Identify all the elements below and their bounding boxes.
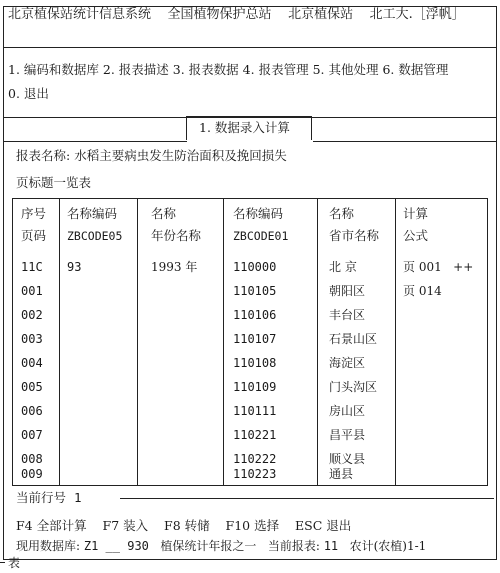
menu-item-manage[interactable]: 4. 报表管理 (242, 62, 309, 77)
cell-region: 北 京 (329, 260, 357, 274)
cell-code01: 110105 (233, 284, 277, 298)
cell-region: 昌平县 (329, 428, 366, 442)
function-key-bar (16, 518, 351, 534)
title-bar (8, 7, 465, 23)
cell-formula: 页 001 ++ (403, 260, 474, 274)
separator-tab-left (4, 141, 187, 142)
column-header-seq: 序号 (21, 206, 47, 221)
cell-region: 通县 (329, 467, 354, 481)
current-row-label: 当前行号 (16, 490, 67, 505)
cell-code01: 110221 (233, 428, 277, 442)
cell-seq: 002 (21, 308, 43, 322)
column-header-seq-2: 页码 (21, 228, 47, 243)
report-name-value: 水稻主要病虫发生防治面积及挽回损失 (74, 148, 287, 163)
org-national: 全国植物保护总站 (167, 7, 272, 22)
column-header-formula-2: 公式 (403, 228, 429, 243)
db-name: 植保统计年报之一 (160, 539, 257, 553)
db-value: Z1 __ 930 (83, 539, 149, 553)
cell-seq: 006 (21, 404, 43, 418)
current-row-indicator (16, 490, 82, 506)
col-divider (395, 199, 396, 485)
report-name-label: 报表名称: (16, 148, 71, 163)
column-header-code05-2: ZBCODE05 (67, 229, 123, 243)
cell-region: 房山区 (329, 404, 366, 418)
menu-item-datamgmt[interactable]: 6. 数据管理 (382, 62, 449, 77)
cell-seq: 008 (21, 452, 43, 466)
cell-region: 朝阳区 (329, 284, 366, 298)
main-menu-row2 (8, 86, 49, 102)
author-credit: 北工大.［浮帆］ (369, 7, 465, 22)
main-menu (8, 62, 448, 78)
menu-item-other[interactable]: 5. 其他处理 (312, 62, 379, 77)
cell-code01: 110000 (233, 260, 277, 274)
cell-code01: 110222 (233, 452, 277, 466)
cell-region: 丰台区 (329, 308, 366, 322)
tab-data-entry-label: 1. 数据录入计算 (199, 120, 290, 135)
cell-code01: 110107 (233, 332, 277, 346)
cell-year: 1993 年 (151, 260, 198, 274)
page-title-table (12, 198, 488, 486)
col-divider (59, 199, 60, 485)
cell-seq: 009 (21, 467, 43, 481)
cell-code01: 110223 (233, 467, 277, 481)
cell-formula: 页 014 (403, 284, 442, 298)
cell-region: 石景山区 (329, 332, 378, 346)
cell-region: 顺义县 (329, 452, 366, 466)
cell-code05: 93 (67, 260, 82, 274)
col-divider (137, 199, 138, 485)
report-value: 11 (323, 539, 339, 553)
column-header-code01-2: ZBCODE01 (233, 229, 289, 243)
report-type: 农计(农植)1-1 (349, 539, 427, 553)
separator-tab-right (313, 141, 496, 142)
cell-seq: 003 (21, 332, 43, 346)
column-header-region-2: 省市名称 (329, 228, 380, 243)
cell-seq: 005 (21, 380, 43, 394)
column-header-region: 名称 (329, 206, 355, 221)
db-label: 现用数据库: (16, 539, 81, 553)
tab-data-entry[interactable] (186, 116, 312, 140)
column-header-code05: 名称编码 (67, 206, 118, 221)
footer-status (16, 538, 426, 554)
cell-seq: 11C (21, 260, 43, 274)
cell-code01: 110109 (233, 380, 277, 394)
cell-code01: 110108 (233, 356, 277, 370)
cell-seq: 001 (21, 284, 43, 298)
current-row-value: 1 (73, 490, 82, 505)
menu-item-exit[interactable]: 0. 退出 (8, 86, 49, 101)
column-header-formula: 计算 (403, 206, 429, 221)
cell-seq: 004 (21, 356, 43, 370)
menu-item-codes[interactable]: 1. 编码和数据库 (8, 62, 99, 77)
report-label: 当前报表: (267, 539, 320, 553)
status-separator (120, 498, 494, 499)
section-title: 页标题一览表 (16, 175, 92, 190)
column-header-code01: 名称编码 (233, 206, 284, 221)
cell-region: 门头沟区 (329, 380, 378, 394)
key-f10-select[interactable]: F10 选择 (225, 518, 280, 533)
cell-code01: 110106 (233, 308, 277, 322)
key-f4-calc-all[interactable]: F4 全部计算 (16, 518, 87, 533)
org-beijing: 北京植保站 (288, 7, 354, 22)
key-esc-exit[interactable]: ESC 退出 (295, 518, 352, 533)
col-divider (317, 199, 318, 485)
column-header-year: 名称 (151, 206, 177, 221)
key-f7-load[interactable]: F7 装入 (102, 518, 149, 533)
col-divider (223, 199, 224, 485)
cell-seq: 007 (21, 428, 43, 442)
report-name-row (16, 148, 287, 164)
system-title: 北京植保站统计信息系统 (8, 7, 152, 22)
menu-item-describe[interactable]: 2. 报表描述 (102, 62, 169, 77)
column-header-year-2: 年份名称 (151, 228, 202, 243)
footer-tail-line (0, 562, 5, 563)
separator-header (4, 47, 496, 48)
cell-code01: 110111 (233, 404, 277, 418)
menu-item-data[interactable]: 3. 报表数据 (172, 62, 239, 77)
footer-tail: 表 (8, 556, 21, 570)
cell-region: 海淀区 (329, 356, 366, 370)
key-f8-dump[interactable]: F8 转储 (164, 518, 210, 533)
